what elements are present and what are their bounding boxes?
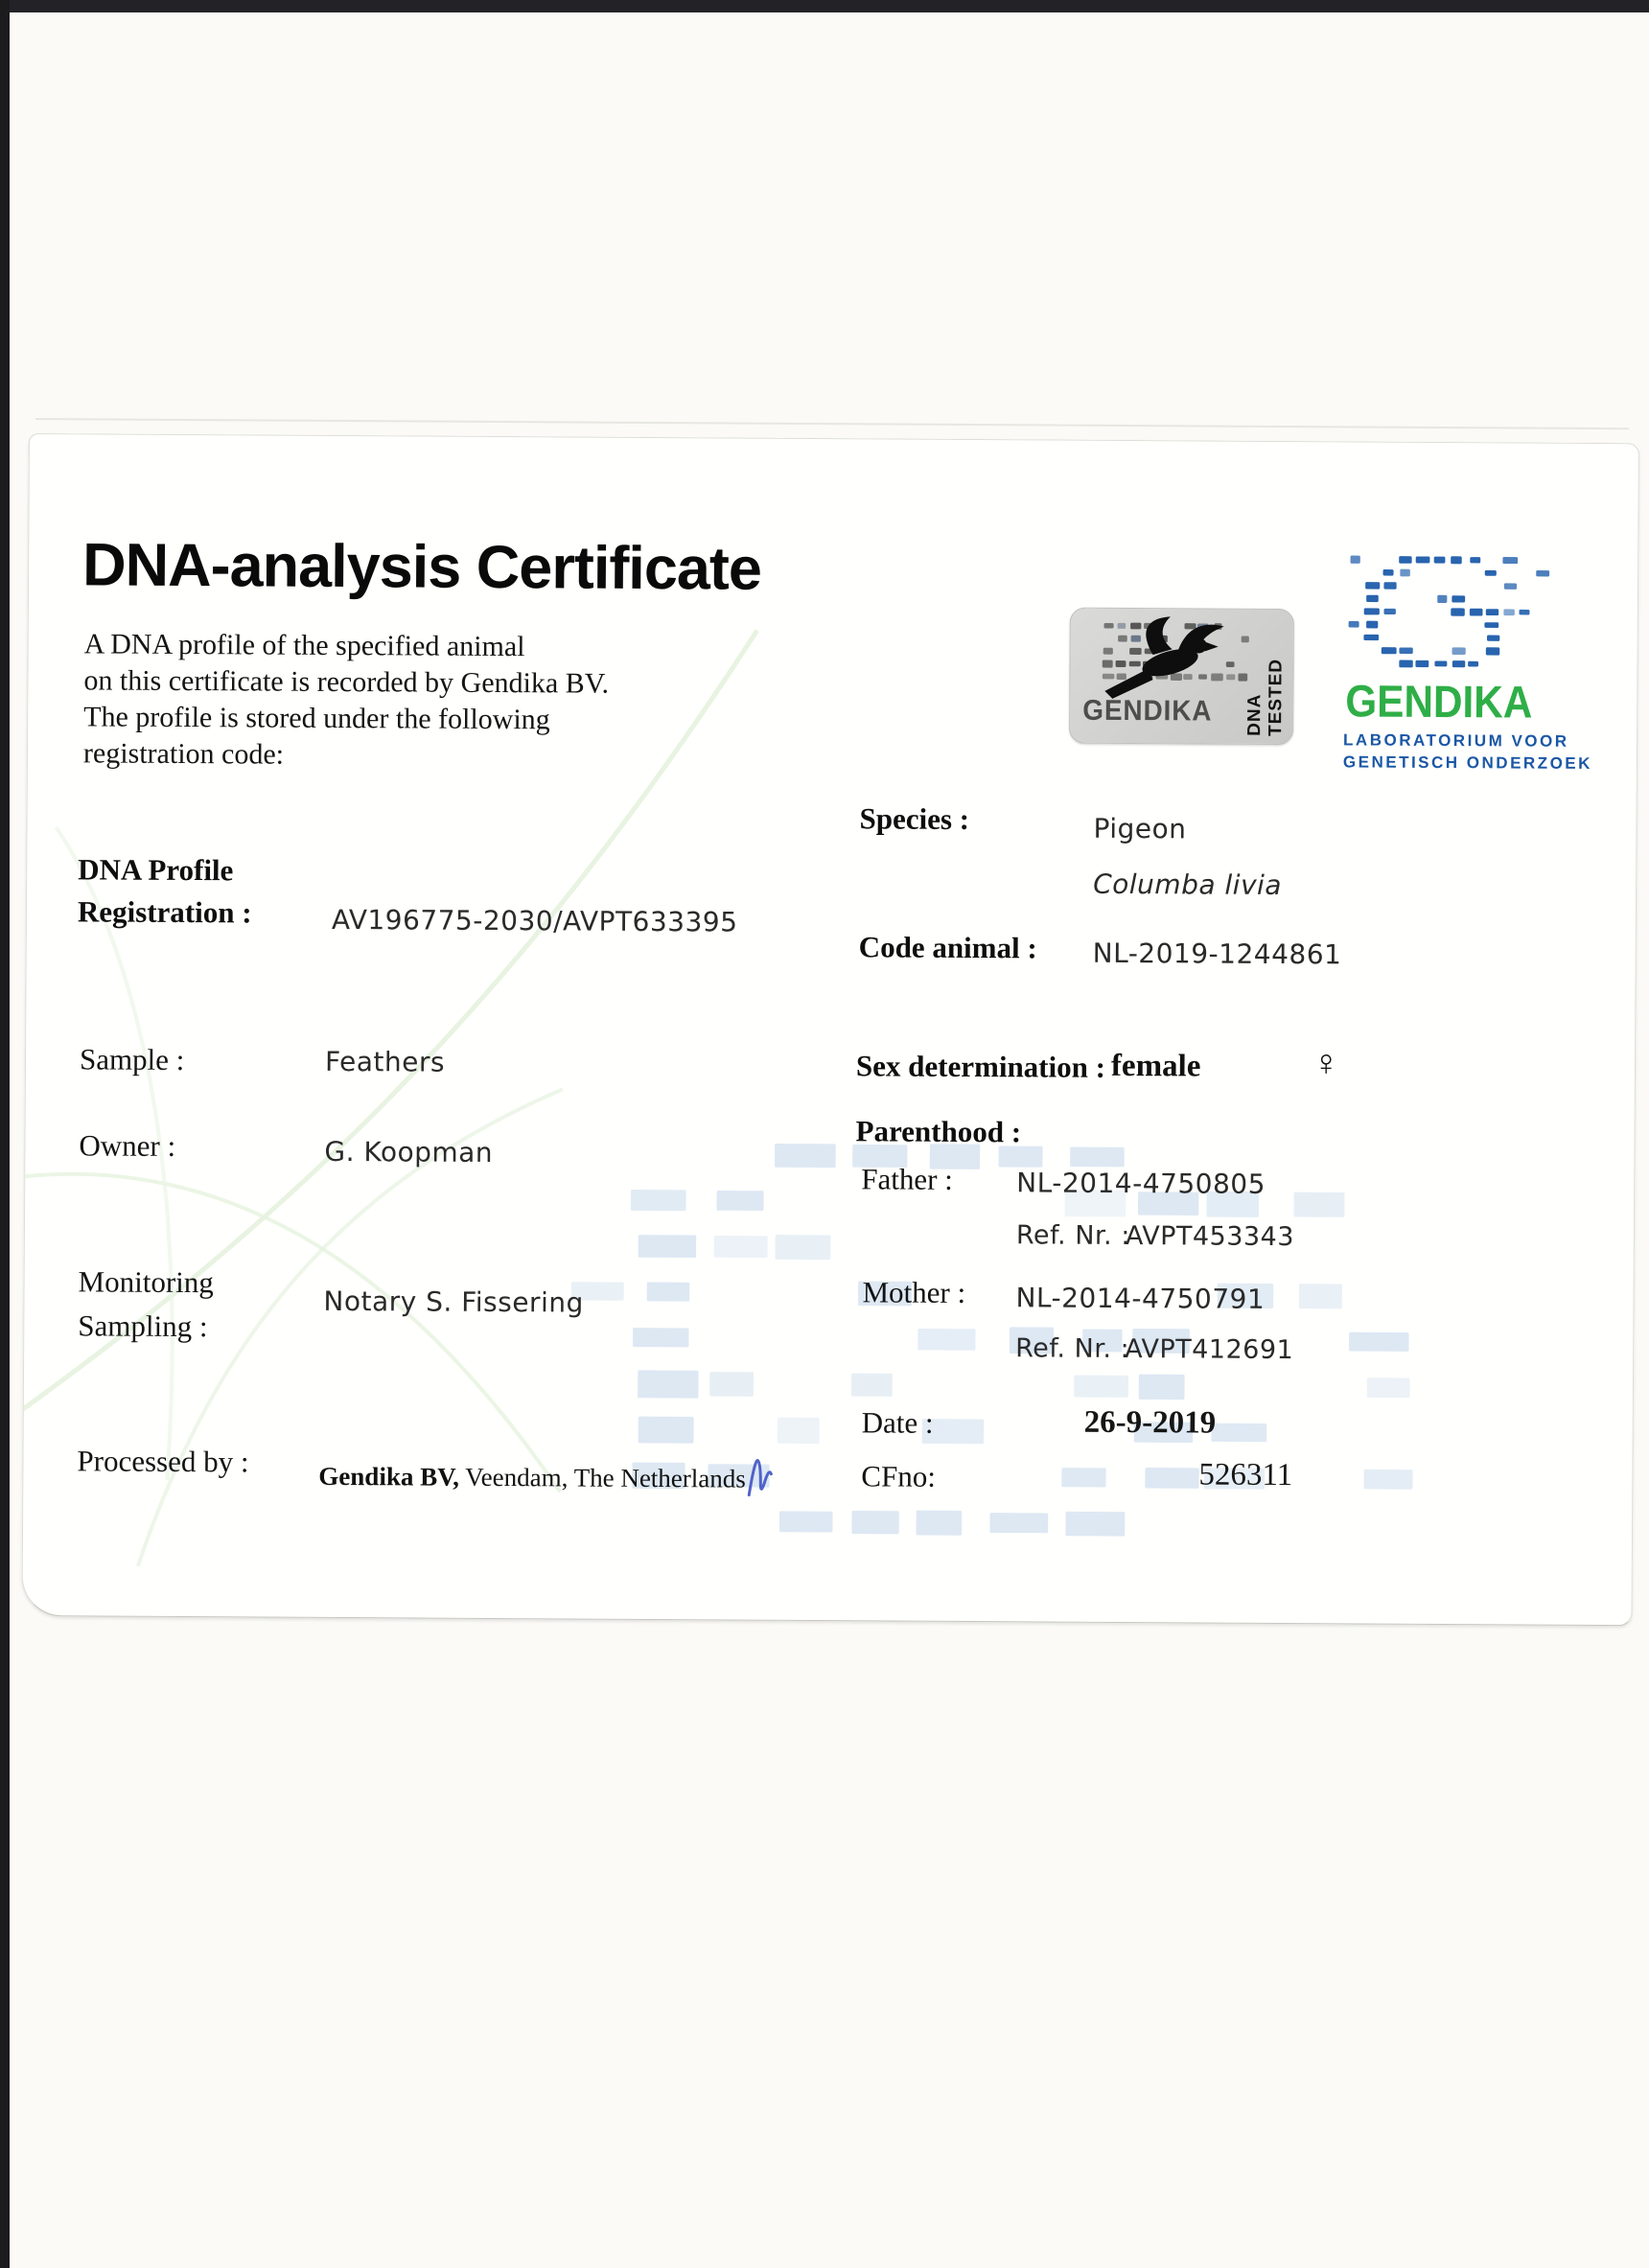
date-value: 26-9-2019 bbox=[1083, 1404, 1217, 1441]
monitoring-label bbox=[78, 1264, 214, 1344]
gendika-logo-subtitle1: LABORATORIUM VOOR bbox=[1343, 730, 1569, 751]
intro-text bbox=[83, 626, 610, 775]
dna-profile-value: AV196775-2030/AVPT633395 bbox=[331, 903, 738, 938]
sex-determination-label: Sex determination : bbox=[855, 1049, 1106, 1084]
dna-profile-label-line1: DNA Profile bbox=[78, 852, 234, 888]
female-symbol-icon: ♀ bbox=[1312, 1043, 1340, 1084]
gendika-logo-brand: GENDIKA bbox=[1345, 675, 1533, 728]
dna-profile-label-line2: Registration : bbox=[77, 894, 252, 930]
intro-line: registration code: bbox=[82, 737, 285, 771]
code-animal-value: NL-2019-1244861 bbox=[1092, 937, 1342, 971]
certificate-card bbox=[21, 433, 1639, 1626]
hologram-sticker bbox=[1069, 608, 1294, 745]
species-label: Species : bbox=[859, 801, 970, 837]
monitoring-label-line1: Monitoring bbox=[78, 1264, 214, 1300]
species-value: Pigeon bbox=[1093, 812, 1187, 845]
father-value: NL-2014-4750805 bbox=[1016, 1167, 1266, 1200]
sticker-dna-tested-text: DNA TESTED bbox=[1244, 658, 1287, 737]
code-animal-label: Code animal : bbox=[858, 930, 1037, 965]
mother-value: NL-2014-4750791 bbox=[1015, 1282, 1266, 1315]
mother-ref-label: Ref. Nr. : bbox=[1015, 1333, 1130, 1365]
monitoring-value: Notary S. Fissering bbox=[323, 1284, 584, 1319]
scanner-edge-left bbox=[0, 0, 10, 2268]
intro-line: on this certificate is recorded by Gendika BV. bbox=[83, 664, 610, 700]
monitoring-label-line2: Sampling : bbox=[78, 1308, 208, 1344]
owner-value: G. Koopman bbox=[324, 1135, 494, 1169]
cfno-value: 526311 bbox=[1198, 1457, 1293, 1493]
gendika-logo-subtitle2: GENETISCH ONDERZOEK bbox=[1342, 752, 1593, 773]
bird-icon bbox=[1089, 613, 1243, 702]
processed-by-company: Gendika BV, bbox=[318, 1461, 460, 1492]
father-ref-label: Ref. Nr. : bbox=[1015, 1220, 1130, 1252]
sex-value: female bbox=[1110, 1048, 1201, 1084]
species-latin-value: Columba livia bbox=[1093, 868, 1283, 901]
owner-label: Owner : bbox=[79, 1128, 176, 1163]
certificate-title: DNA-analysis Certificate bbox=[81, 531, 762, 603]
processed-by-location: Veendam, The Netherlands bbox=[458, 1462, 746, 1493]
father-ref-value: AVPT453343 bbox=[1125, 1221, 1295, 1253]
sticker-brand-text: GENDIKA bbox=[1082, 694, 1213, 728]
mother-label: Mother : bbox=[862, 1275, 966, 1309]
scanner-edge-top bbox=[0, 0, 1649, 12]
parenthood-label: Parenthood : bbox=[855, 1114, 1022, 1149]
processed-by-label: Processed by : bbox=[77, 1444, 249, 1479]
sample-label: Sample : bbox=[79, 1042, 185, 1077]
father-label: Father : bbox=[861, 1162, 953, 1196]
processed-by-value bbox=[318, 1448, 775, 1501]
cfno-label: CFno: bbox=[861, 1459, 937, 1493]
gendika-pixel-g-icon bbox=[1346, 553, 1554, 671]
sample-value: Feathers bbox=[324, 1045, 446, 1078]
date-label: Date : bbox=[861, 1405, 934, 1440]
intro-line: The profile is stored under the following bbox=[83, 701, 550, 736]
intro-line: A DNA profile of the specified animal bbox=[83, 628, 525, 663]
mother-ref-value: AVPT412691 bbox=[1125, 1334, 1294, 1366]
dna-profile-label bbox=[78, 852, 252, 930]
signature-mark bbox=[746, 1451, 775, 1501]
